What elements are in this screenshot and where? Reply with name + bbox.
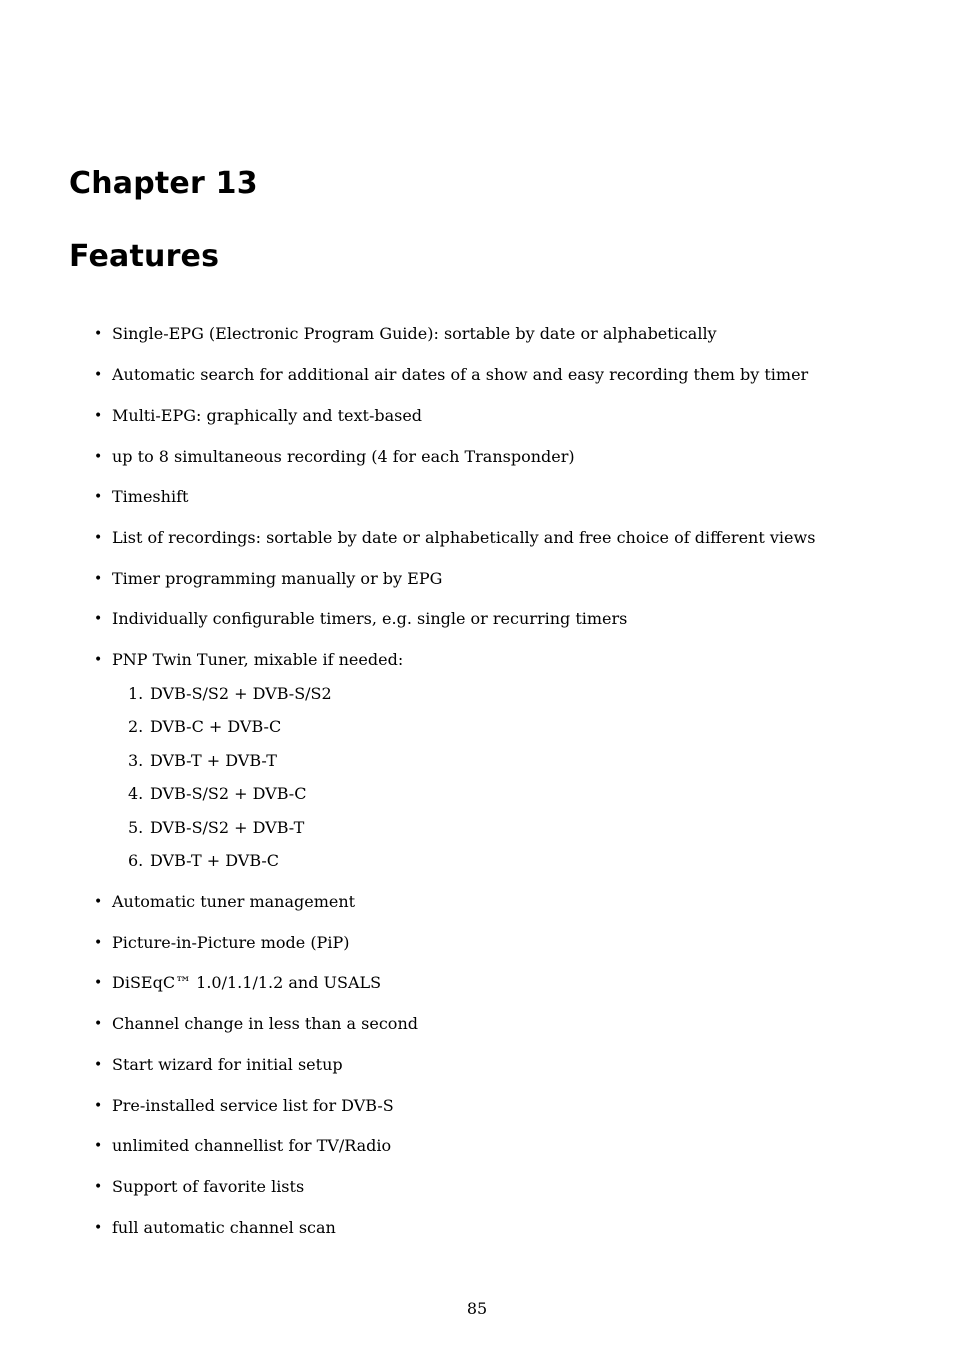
feature-text: List of recordings: sortable by date or alphabetically and free choice of different views (112, 528, 816, 547)
bullet-icon: • (94, 1098, 103, 1114)
bullet-icon: • (94, 367, 103, 383)
tuner-combination-text: DVB-S/S2 + DVB-T (150, 818, 305, 837)
feature-item (94, 649, 872, 870)
feature-item (94, 1013, 872, 1035)
feature-item (94, 932, 872, 954)
tuner-combination-text: DVB-C + DVB-C (150, 717, 282, 736)
chapter-title: Features (69, 239, 220, 274)
page-number: 85 (466, 1299, 488, 1318)
bullet-icon: • (94, 489, 103, 505)
list-number: 6. (128, 851, 144, 870)
feature-item (94, 1217, 872, 1239)
chapter-label: Chapter 13 (69, 166, 258, 201)
bullet-icon: • (94, 935, 103, 951)
feature-item (94, 527, 872, 549)
feature-item (94, 446, 872, 468)
tuner-combination-item (128, 850, 550, 872)
bullet-icon: • (94, 530, 103, 546)
feature-text: Support of favorite lists (112, 1177, 305, 1196)
feature-text: Individually configurable timers, e.g. single or recurring timers (112, 609, 628, 628)
tuner-combination-item (128, 716, 550, 738)
bullet-icon: • (94, 1179, 103, 1195)
bullet-icon: • (94, 1016, 103, 1032)
list-number: 1. (128, 684, 144, 703)
bullet-icon: • (94, 326, 103, 342)
list-number: 4. (128, 784, 144, 803)
feature-item (94, 972, 872, 994)
bullet-icon: • (94, 611, 103, 627)
feature-item (94, 364, 872, 386)
feature-text: Automatic tuner management (112, 892, 356, 911)
list-number: 3. (128, 751, 144, 770)
feature-item (94, 1095, 872, 1117)
feature-item (94, 608, 872, 630)
bullet-icon: • (94, 449, 103, 465)
feature-item (94, 891, 872, 913)
tuner-combination-item (128, 750, 550, 772)
feature-item (94, 568, 872, 590)
feature-text: Multi-EPG: graphically and text-based (112, 406, 423, 425)
bullet-icon: • (94, 975, 103, 991)
feature-item (94, 323, 872, 345)
feature-text: Pre-installed service list for DVB-S (112, 1096, 394, 1115)
tuner-combination-text: DVB-S/S2 + DVB-S/S2 (150, 684, 332, 703)
bullet-icon: • (94, 1057, 103, 1073)
feature-text: Timeshift (112, 487, 189, 506)
bullet-icon: • (94, 571, 103, 587)
feature-item (94, 405, 872, 427)
bullet-icon: • (94, 1138, 103, 1154)
list-number: 2. (128, 717, 144, 736)
bullet-icon: • (94, 1220, 103, 1236)
feature-text: PNP Twin Tuner, mixable if needed: (112, 650, 404, 669)
feature-text: Channel change in less than a second (112, 1014, 418, 1033)
feature-text: Start wizard for initial setup (112, 1055, 343, 1074)
feature-item (94, 1054, 872, 1076)
feature-text: Automatic search for additional air dates of a show and easy recording them by timer (112, 365, 809, 384)
tuner-combination-item (128, 817, 550, 839)
tuner-combination-text: DVB-T + DVB-C (150, 851, 280, 870)
feature-item (94, 1135, 872, 1157)
tuner-combination-text: DVB-T + DVB-T (150, 751, 277, 770)
feature-text: Picture-in-Picture mode (PiP) (112, 933, 350, 952)
feature-text: Single-EPG (Electronic Program Guide): sortable by date or alphabetically (112, 324, 717, 343)
feature-item (94, 486, 872, 508)
feature-text: DiSEqC™ 1.0/1.1/1.2 and USALS (112, 973, 382, 992)
bullet-icon: • (94, 652, 103, 668)
list-number: 5. (128, 818, 144, 837)
feature-item (94, 1176, 872, 1198)
bullet-icon: • (94, 408, 103, 424)
bullet-icon: • (94, 894, 103, 910)
tuner-combination-item (128, 783, 550, 805)
feature-text: up to 8 simultaneous recording (4 for each Transponder) (112, 447, 575, 466)
tuner-combination-text: DVB-S/S2 + DVB-C (150, 784, 307, 803)
tuner-combination-item (128, 683, 550, 705)
feature-text: unlimited channellist for TV/Radio (112, 1136, 392, 1155)
feature-text: Timer programming manually or by EPG (112, 569, 443, 588)
feature-text: full automatic channel scan (112, 1218, 336, 1237)
